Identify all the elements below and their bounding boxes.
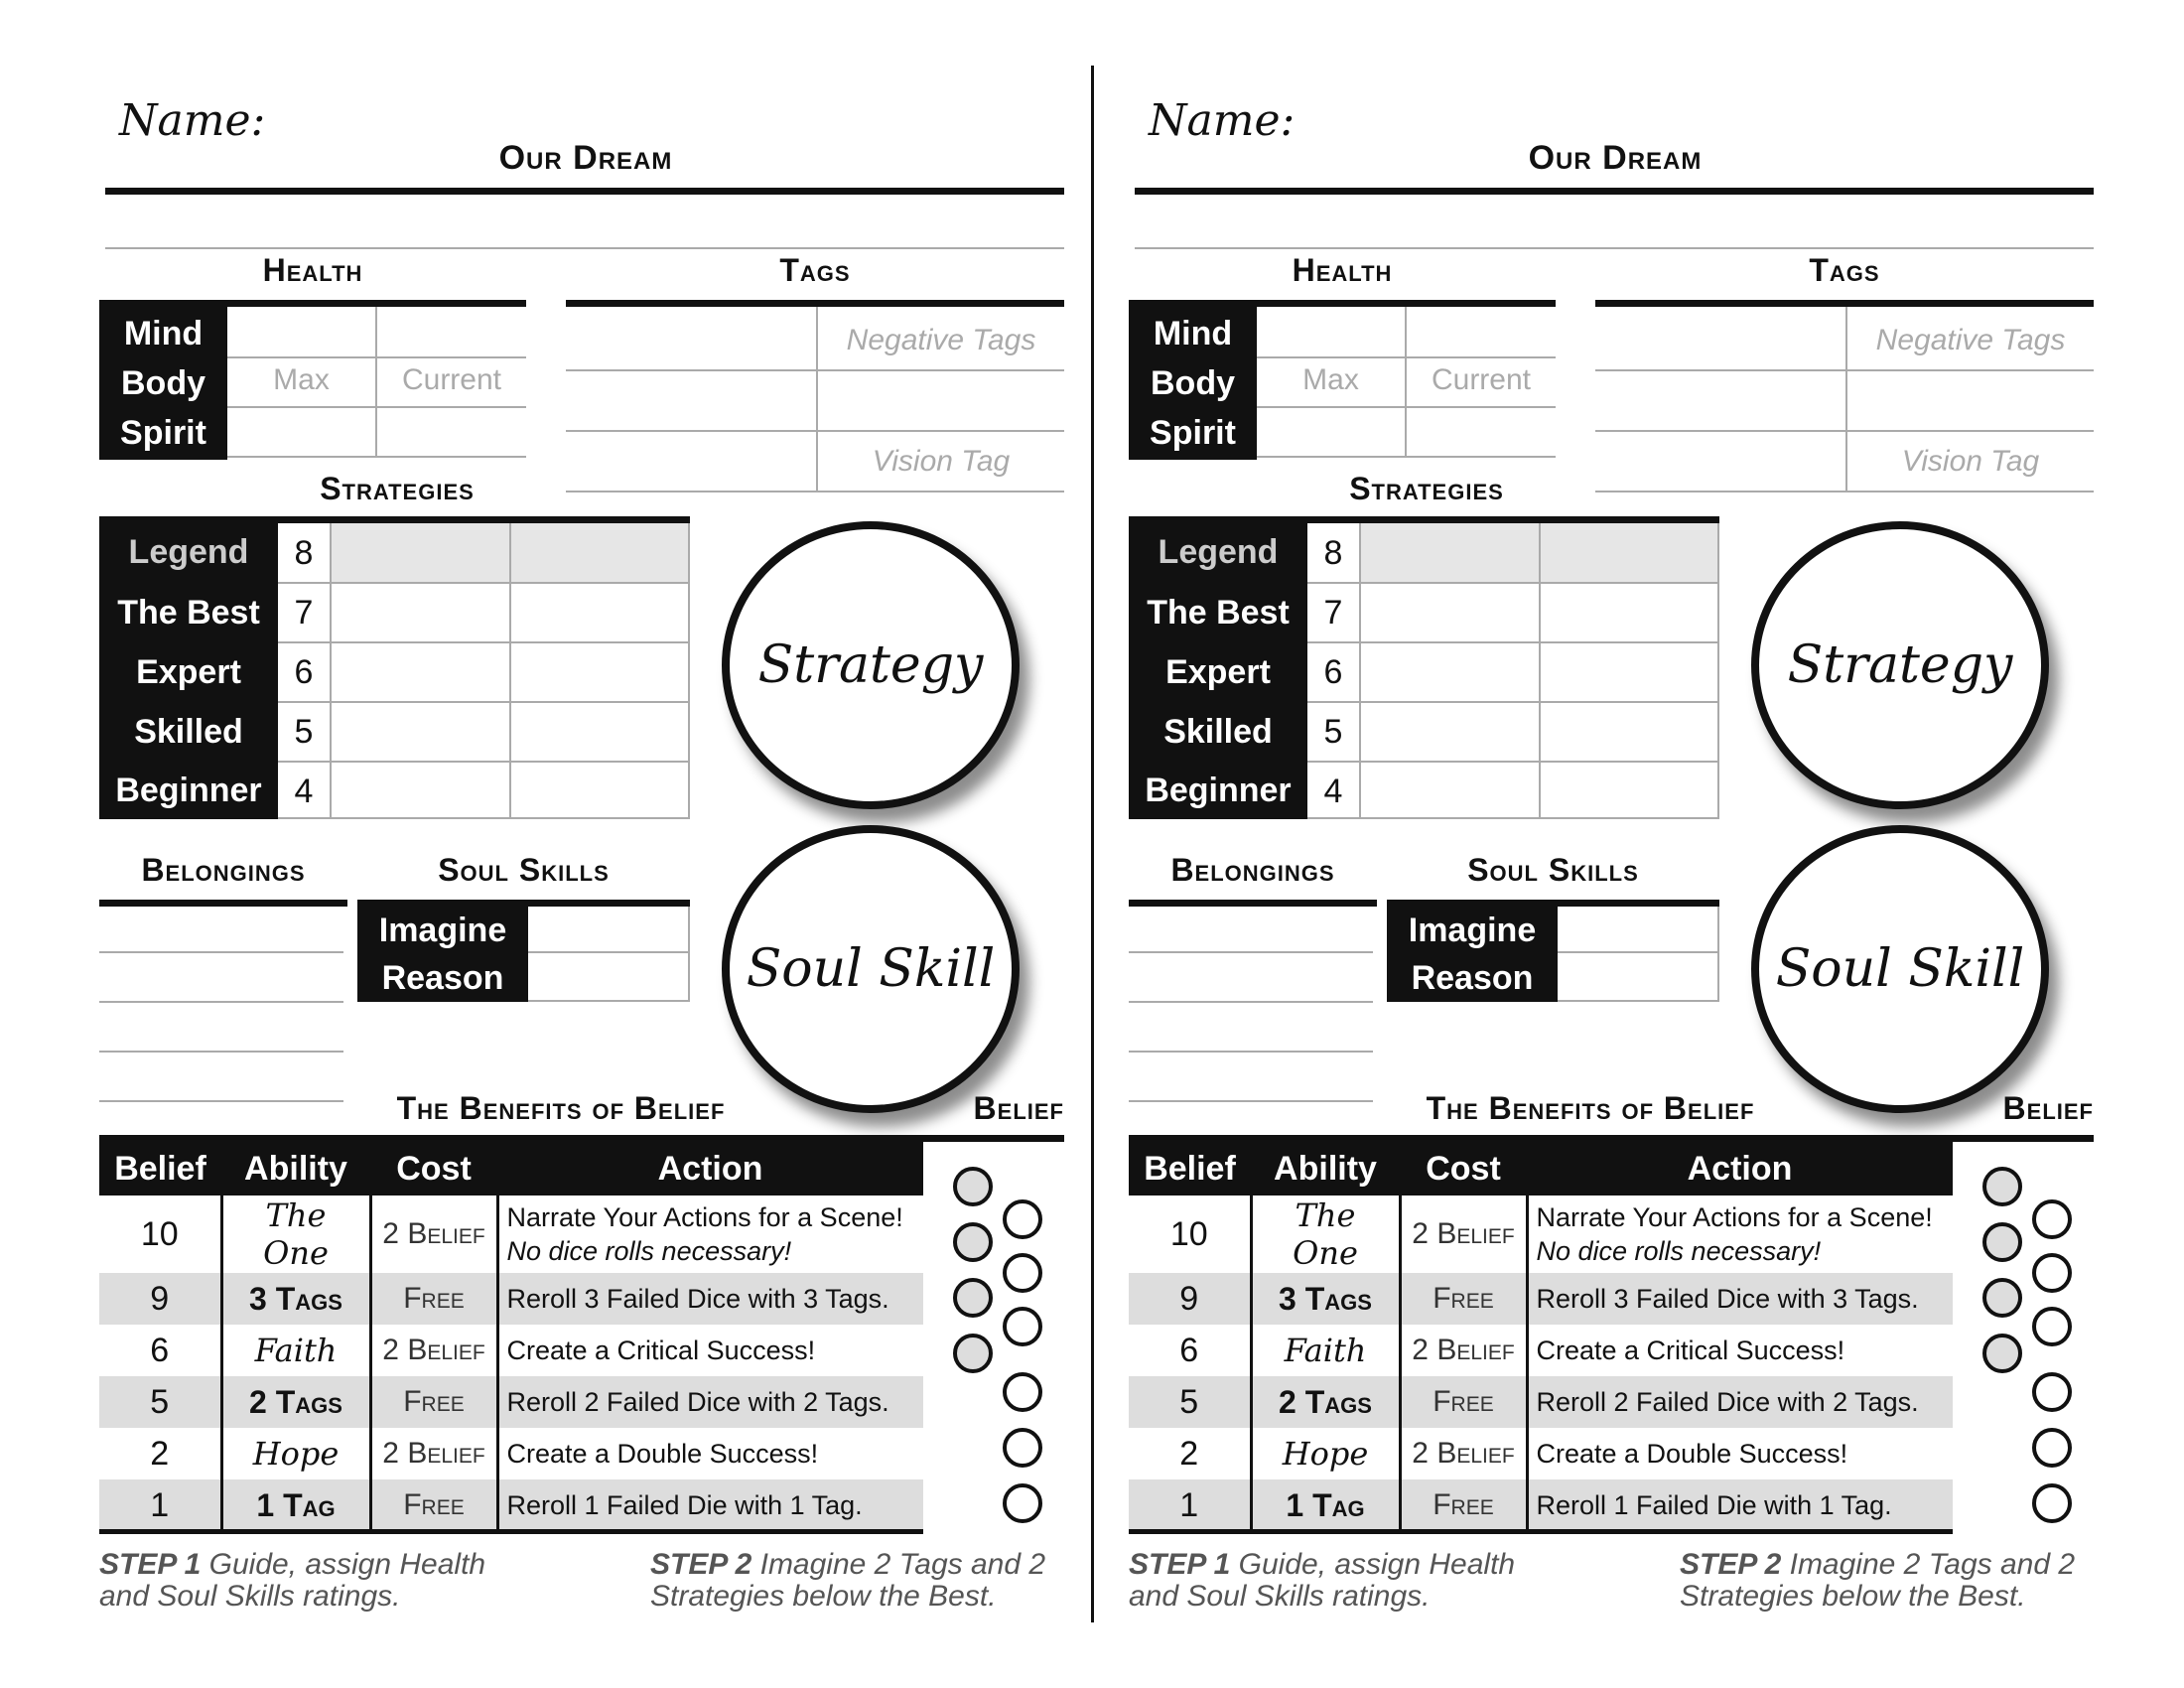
- soul-skill-circle-label: Soul Skill: [746, 939, 996, 999]
- row-ability: The One: [1251, 1196, 1400, 1273]
- strategy-circle[interactable]: [1751, 521, 2049, 809]
- strategy-value: 6: [1323, 653, 1343, 691]
- tags-title: Tags: [1809, 252, 1880, 288]
- step2-text: Imagine 2 Tags and 2: [759, 1548, 1046, 1581]
- row-action: Create a Double Success!: [1527, 1428, 1953, 1479]
- row-action: Reroll 3 Failed Dice with 3 Tags.: [1527, 1273, 1953, 1325]
- health-title: Health: [262, 252, 363, 288]
- row-ability: Hope: [1251, 1428, 1400, 1479]
- health-row-line: [227, 356, 526, 358]
- belief-bubble[interactable]: [953, 1222, 993, 1262]
- step1-text: Guide, assign Health: [1238, 1548, 1516, 1581]
- table-row: [1129, 1196, 1953, 1273]
- table-row: [99, 1273, 923, 1325]
- row-action: Create a Critical Success!: [497, 1325, 923, 1376]
- strategy-level-skilled: Skilled: [134, 713, 243, 751]
- row-action: Reroll 1 Failed Die with 1 Tag.: [1527, 1479, 1953, 1531]
- benefits-header-row: [99, 1142, 923, 1196]
- table-row: [1129, 1273, 1953, 1325]
- strategy-col-line: [688, 523, 690, 819]
- row-belief: 10: [1169, 1214, 1208, 1253]
- soul-skills-rule: [1387, 900, 1719, 907]
- header-cost: Cost: [1400, 1142, 1527, 1196]
- row-cost: Free: [1400, 1479, 1527, 1531]
- header-ability: Ability: [1251, 1142, 1400, 1196]
- row-action: [497, 1196, 923, 1273]
- current-hint[interactable]: Current: [401, 363, 502, 396]
- row-belief: 9: [1129, 1273, 1251, 1325]
- vision-tag-hint: Vision Tag: [1901, 445, 2040, 478]
- header-belief: Belief: [99, 1142, 221, 1196]
- belongings-title: Belongings: [1170, 852, 1335, 888]
- row-action: Reroll 3 Failed Dice with 3 Tags.: [497, 1273, 923, 1325]
- legend-row-shade: [1307, 523, 1719, 583]
- max-hint[interactable]: Max: [1302, 363, 1359, 396]
- name-label: Name:: [119, 95, 266, 146]
- soul-skill-labels: [1387, 907, 1558, 1002]
- strategy-row-line: [278, 582, 690, 584]
- row-belief: 6: [150, 1331, 170, 1369]
- row-action: Create a Double Success!: [497, 1428, 923, 1479]
- row-ability: Faith: [1251, 1325, 1400, 1376]
- row-cost: Free: [370, 1479, 497, 1531]
- belief-bubble[interactable]: [2032, 1307, 2072, 1346]
- row-action-line: Narrate Your Actions for a Scene!: [1536, 1202, 1933, 1232]
- row-cost: Free: [1400, 1273, 1527, 1325]
- tags-title: Tags: [779, 252, 851, 288]
- row-action: Reroll 1 Failed Die with 1 Tag.: [497, 1479, 923, 1531]
- soul-skill-line[interactable]: [528, 1000, 690, 1002]
- strategy-level-best: The Best: [1147, 594, 1290, 632]
- step1-note: [99, 1549, 516, 1613]
- row-cost: Free: [370, 1273, 497, 1325]
- row-belief: 5: [1129, 1376, 1251, 1428]
- strategy-row-line: [278, 817, 690, 819]
- name-label: Name:: [1149, 95, 1296, 146]
- belongings-line[interactable]: [99, 1100, 343, 1102]
- tags-rule: [566, 300, 1064, 307]
- soul-skill-edge: [1717, 907, 1719, 1002]
- strategy-level-legend: Legend: [1158, 533, 1279, 571]
- negative-tags-hint: Negative Tags: [846, 324, 1036, 356]
- negative-tags-hint: Negative Tags: [1875, 324, 2066, 356]
- soul-skill-circle-label: Soul Skill: [1775, 939, 2025, 999]
- row-action-note: No dice rolls necessary!: [506, 1236, 792, 1266]
- dream-line[interactable]: [1135, 247, 2094, 249]
- row-cost: 2 Belief: [370, 1325, 497, 1376]
- strategy-value: 6: [294, 653, 314, 691]
- header-action: Action: [1527, 1142, 1953, 1196]
- row-action-line: Narrate Your Actions for a Scene!: [506, 1202, 903, 1232]
- tag-line[interactable]: [566, 369, 1064, 371]
- benefits-table: [99, 1142, 923, 1531]
- health-row-line: [227, 406, 526, 408]
- step2-text2: Strategies below the Best.: [1680, 1580, 2026, 1613]
- soul-skill-line[interactable]: [528, 951, 690, 953]
- strategy-level-legend: Legend: [128, 533, 249, 571]
- table-row: [99, 1325, 923, 1376]
- row-belief: 9: [99, 1273, 221, 1325]
- belief-bubble[interactable]: [2032, 1428, 2072, 1468]
- strategy-value: 8: [1323, 534, 1343, 572]
- strategy-level-beginner: Beginner: [115, 772, 262, 809]
- header-cost: Cost: [370, 1142, 497, 1196]
- current-hint[interactable]: Current: [1431, 363, 1532, 396]
- strategy-level-beginner: Beginner: [1145, 772, 1292, 809]
- benefits-rule: [1129, 1135, 2094, 1142]
- soul-skills-rule: [357, 900, 690, 907]
- health-stat-body: Body: [1151, 364, 1235, 402]
- table-row: [1129, 1479, 1953, 1531]
- strategy-value: 4: [1323, 773, 1343, 810]
- belief-track-title: Belief: [2002, 1090, 2094, 1126]
- row-belief: 1: [1129, 1479, 1251, 1531]
- health-row-line: [1257, 456, 1556, 458]
- benefits-rule: [99, 1135, 1064, 1142]
- character-sheet-right: [1029, 0, 2094, 1688]
- row-belief: 10: [140, 1214, 179, 1253]
- table-row: [1129, 1325, 1953, 1376]
- table-row: [99, 1196, 923, 1273]
- belongings-line[interactable]: [1129, 951, 1373, 953]
- strategy-row-line: [1307, 817, 1719, 819]
- row-ability: The One: [221, 1196, 370, 1273]
- strategy-circle-label: Strategy: [757, 635, 984, 695]
- health-labels: [1129, 307, 1257, 460]
- benefits-header-row: [1129, 1142, 1953, 1196]
- health-title: Health: [1292, 252, 1393, 288]
- row-action: Reroll 2 Failed Dice with 2 Tags.: [1527, 1376, 1953, 1428]
- belongings-line[interactable]: [99, 1051, 343, 1053]
- belief-bubble[interactable]: [2032, 1253, 2072, 1293]
- row-ability: 1 Tag: [221, 1479, 370, 1531]
- soul-skills-title: Soul Skills: [1467, 852, 1639, 888]
- tag-line[interactable]: [1595, 369, 2094, 371]
- soul-skill-reason: Reason: [1411, 959, 1534, 997]
- health-row-line: [1257, 356, 1556, 358]
- row-cost: 2 Belief: [1400, 1428, 1527, 1479]
- dream-line[interactable]: [105, 247, 1064, 249]
- strategy-circle[interactable]: [722, 521, 1020, 809]
- belongings-line[interactable]: [1129, 1100, 1373, 1102]
- step1-text2: and Soul Skills ratings.: [1129, 1580, 1431, 1613]
- row-ability: 2 Tags: [221, 1376, 370, 1428]
- header-belief: Belief: [1129, 1142, 1251, 1196]
- soul-skill-circle[interactable]: [1751, 825, 2049, 1113]
- row-cost: 2 Belief: [1400, 1325, 1527, 1376]
- row-ability: 3 Tags: [1251, 1273, 1400, 1325]
- table-row: [1129, 1428, 1953, 1479]
- row-action: Create a Critical Success!: [1527, 1325, 1953, 1376]
- step2-label: STEP 2: [650, 1548, 752, 1581]
- tag-line[interactable]: [1595, 430, 2094, 432]
- step1-label: STEP 1: [1129, 1548, 1231, 1581]
- strategy-value: 7: [1323, 594, 1343, 632]
- health-stat-mind: Mind: [123, 315, 204, 352]
- belief-bubble[interactable]: [1982, 1278, 2022, 1318]
- step2-text2: Strategies below the Best.: [650, 1580, 997, 1613]
- row-belief: 2: [150, 1434, 170, 1473]
- benefits-bottom-rule: [1129, 1529, 1953, 1534]
- health-stat-mind: Mind: [1153, 315, 1233, 352]
- strategy-row-line: [1307, 701, 1719, 703]
- strategy-col-line: [330, 523, 332, 819]
- belief-bubble[interactable]: [953, 1334, 993, 1373]
- health-stat-spirit: Spirit: [120, 414, 206, 452]
- tags-rule: [1595, 300, 2094, 307]
- belongings-line[interactable]: [99, 1001, 343, 1003]
- belief-bubble[interactable]: [2032, 1199, 2072, 1239]
- header-action: Action: [497, 1142, 923, 1196]
- belief-track-title: Belief: [973, 1090, 1064, 1126]
- step2-note: [1680, 1549, 2097, 1613]
- dream-label: Our Dream: [498, 139, 673, 177]
- header-ability: Ability: [221, 1142, 370, 1196]
- health-row-line: [1257, 406, 1556, 408]
- belongings-line[interactable]: [99, 951, 343, 953]
- belief-bubble[interactable]: [1982, 1334, 2022, 1373]
- strategy-level-expert: Expert: [136, 653, 241, 691]
- benefits-bottom-rule: [99, 1529, 923, 1534]
- belief-bubble[interactable]: [2032, 1483, 2072, 1523]
- belongings-line[interactable]: [1129, 1051, 1373, 1053]
- row-belief: 1: [99, 1479, 221, 1531]
- strategy-col-line: [1717, 523, 1719, 819]
- row-ability: 1 Tag: [1251, 1479, 1400, 1531]
- dream-label: Our Dream: [1528, 139, 1703, 177]
- strategies-title: Strategies: [1349, 471, 1504, 506]
- strategy-col-line: [1539, 523, 1541, 819]
- benefits-table: [1129, 1142, 1953, 1531]
- strategy-col-line: [509, 523, 511, 819]
- belongings-rule: [1129, 900, 1377, 907]
- soul-skill-circle[interactable]: [722, 825, 1020, 1113]
- row-action: Reroll 2 Failed Dice with 2 Tags.: [497, 1376, 923, 1428]
- belief-bubble[interactable]: [1982, 1167, 2022, 1206]
- soul-skill-labels: [357, 907, 528, 1002]
- row-ability: Hope: [221, 1428, 370, 1479]
- health-labels: [99, 307, 227, 460]
- strategy-row-line: [278, 761, 690, 763]
- strategy-level-expert: Expert: [1165, 653, 1271, 691]
- benefits-title: The Benefits of Belief: [396, 1090, 726, 1126]
- strategy-labels: [99, 523, 278, 819]
- health-stat-body: Body: [121, 364, 205, 402]
- step2-note: [650, 1549, 1067, 1613]
- tag-line[interactable]: [566, 491, 1064, 492]
- step2-label: STEP 2: [1680, 1548, 1782, 1581]
- belongings-title: Belongings: [141, 852, 306, 888]
- row-belief: 6: [1179, 1331, 1199, 1369]
- row-belief: 2: [1179, 1434, 1199, 1473]
- soul-skill-line[interactable]: [1558, 951, 1719, 953]
- belief-bubble[interactable]: [1982, 1222, 2022, 1262]
- name-underline: [105, 188, 1064, 195]
- soul-skill-edge: [688, 907, 690, 1002]
- strategy-row-line: [278, 701, 690, 703]
- tag-line[interactable]: [1595, 491, 2094, 492]
- strategy-row-line: [1307, 582, 1719, 584]
- strategy-labels: [1129, 523, 1307, 819]
- strategy-row-line: [1307, 641, 1719, 643]
- strategy-row-line: [278, 641, 690, 643]
- belongings-line[interactable]: [1129, 1001, 1373, 1003]
- strategy-row-line: [1307, 761, 1719, 763]
- strategies-title: Strategies: [320, 471, 475, 506]
- strategies-rule: [99, 516, 690, 523]
- row-ability: Faith: [221, 1325, 370, 1376]
- strategy-value: 5: [1323, 713, 1343, 751]
- max-hint[interactable]: Max: [273, 363, 330, 396]
- row-cost: 2 Belief: [1400, 1196, 1527, 1273]
- legend-row-shade: [278, 523, 690, 583]
- strategy-level-best: The Best: [117, 594, 260, 632]
- vision-tag-hint: Vision Tag: [872, 445, 1011, 478]
- belongings-rule: [99, 900, 347, 907]
- row-action-note: No dice rolls necessary!: [1536, 1236, 1822, 1266]
- row-cost: 2 Belief: [370, 1428, 497, 1479]
- table-row: [1129, 1376, 1953, 1428]
- strategy-level-skilled: Skilled: [1163, 713, 1273, 751]
- row-action: [1527, 1196, 1953, 1273]
- strategy-value: 8: [294, 534, 314, 572]
- step1-note: [1129, 1549, 1546, 1613]
- health-rule: [1129, 300, 1556, 307]
- health-stat-spirit: Spirit: [1150, 414, 1236, 452]
- strategy-circle-label: Strategy: [1787, 635, 2013, 695]
- belief-bubble[interactable]: [953, 1167, 993, 1206]
- table-row: [99, 1479, 923, 1531]
- soul-skill-imagine: Imagine: [1408, 912, 1537, 949]
- tag-line[interactable]: [566, 430, 1064, 432]
- strategy-col-line: [1359, 523, 1361, 819]
- table-row: [99, 1428, 923, 1479]
- strategy-value: 4: [294, 773, 314, 810]
- step1-text2: and Soul Skills ratings.: [99, 1580, 401, 1613]
- strategy-value: 7: [294, 594, 314, 632]
- step1-label: STEP 1: [99, 1548, 202, 1581]
- soul-skills-title: Soul Skills: [438, 852, 610, 888]
- strategy-value: 5: [294, 713, 314, 751]
- step1-text: Guide, assign Health: [208, 1548, 486, 1581]
- row-belief: 5: [99, 1376, 221, 1428]
- row-cost: Free: [1400, 1376, 1527, 1428]
- soul-skill-line[interactable]: [1558, 1000, 1719, 1002]
- step2-text: Imagine 2 Tags and 2: [1789, 1548, 2076, 1581]
- name-underline: [1135, 188, 2094, 195]
- table-row: [99, 1376, 923, 1428]
- row-cost: 2 Belief: [370, 1196, 497, 1273]
- row-cost: Free: [370, 1376, 497, 1428]
- row-ability: 2 Tags: [1251, 1376, 1400, 1428]
- row-ability: 3 Tags: [221, 1273, 370, 1325]
- soul-skill-imagine: Imagine: [378, 912, 507, 949]
- character-sheet-left: [0, 0, 1064, 1688]
- soul-skill-reason: Reason: [381, 959, 504, 997]
- benefits-title: The Benefits of Belief: [1426, 1090, 1755, 1126]
- health-row-line: [227, 456, 526, 458]
- belief-bubble[interactable]: [953, 1278, 993, 1318]
- belief-bubble[interactable]: [2032, 1372, 2072, 1412]
- health-rule: [99, 300, 526, 307]
- strategies-rule: [1129, 516, 1719, 523]
